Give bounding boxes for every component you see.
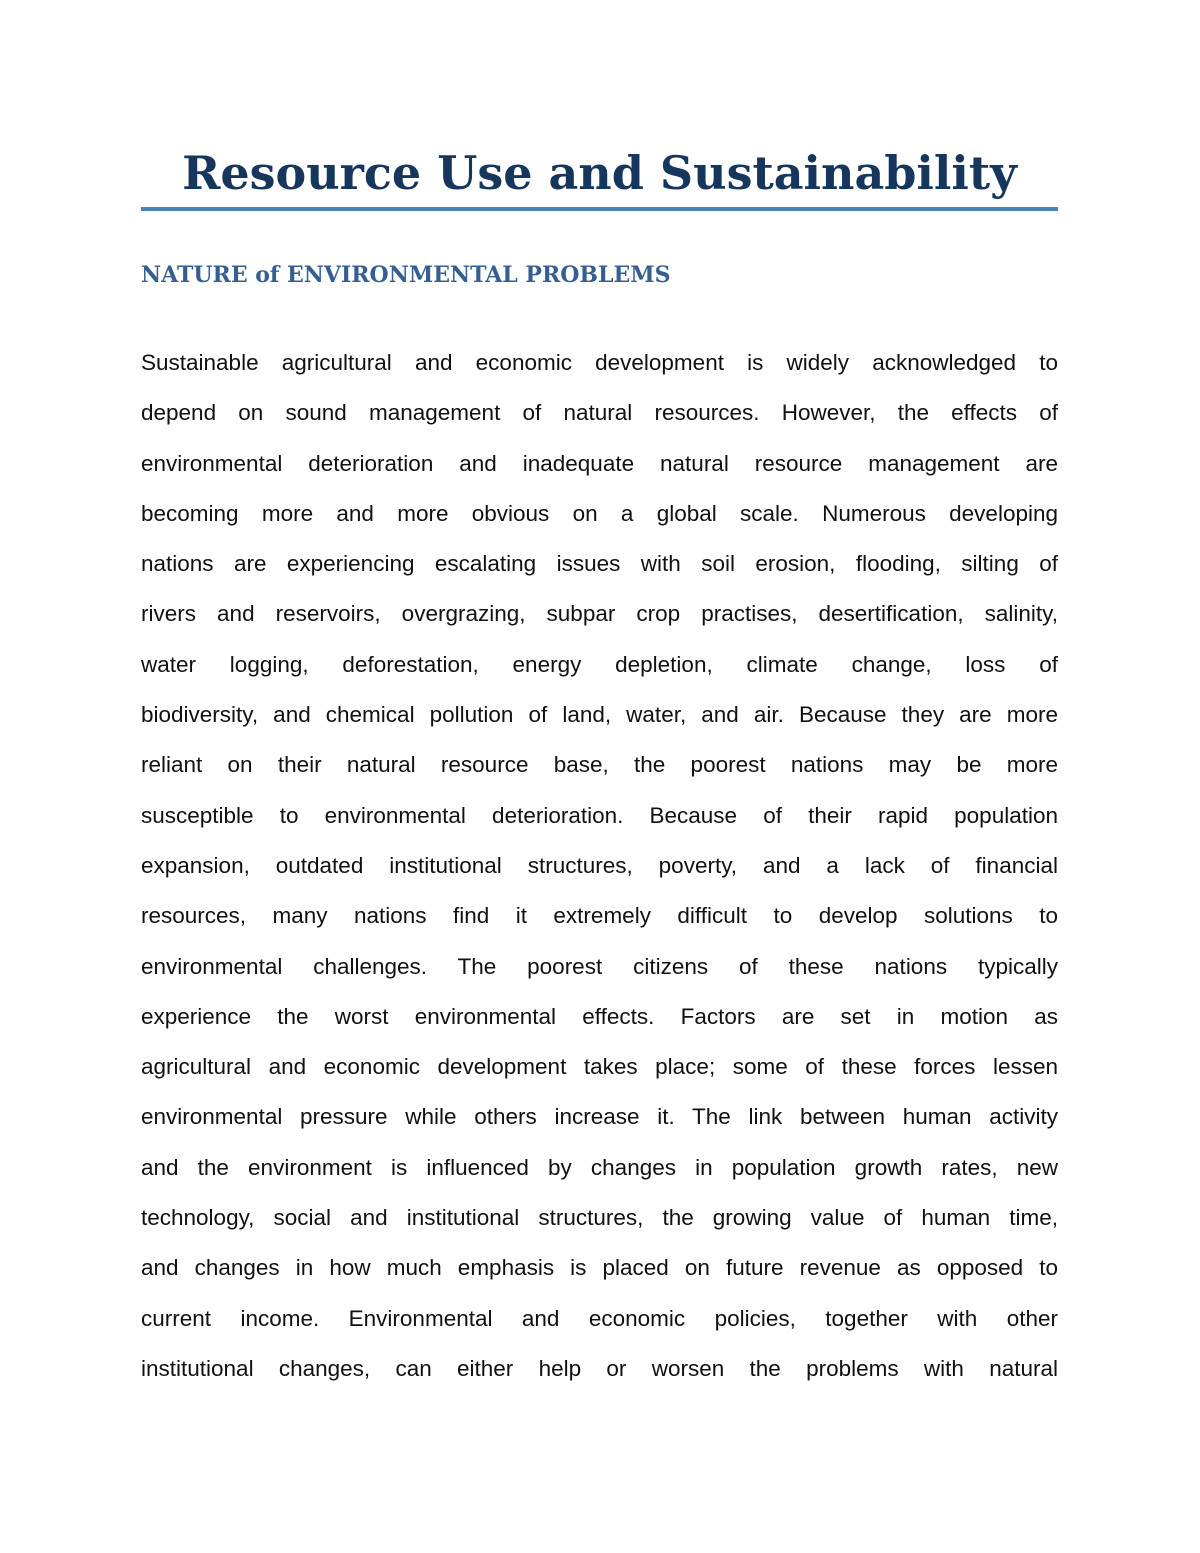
paragraph-line: depend on sound management of natural resources. However, the effects of bbox=[141, 400, 1058, 426]
paragraph-line: expansion, outdated institutional structures, poverty, and a lack of financial bbox=[141, 852, 1058, 878]
paragraph-line: and the environment is influenced by changes in population growth rates, new bbox=[141, 1154, 1058, 1180]
title-underline-rule bbox=[141, 207, 1058, 211]
paragraph-line: susceptible to environmental deterioration. Because of their rapid population bbox=[141, 802, 1058, 828]
paragraph-line: agricultural and economic development takes place; some of these forces lessen bbox=[141, 1054, 1058, 1080]
section-heading: NATURE of ENVIRONMENTAL PROBLEMS bbox=[141, 262, 671, 288]
paragraph-line: environmental challenges. The poorest citizens of these nations typically bbox=[141, 953, 1058, 979]
paragraph-line: nations are experiencing escalating issues with soil erosion, flooding, silting of bbox=[141, 551, 1058, 577]
paragraph-line: institutional changes, can either help or worsen the problems with natural bbox=[141, 1355, 1058, 1381]
paragraph-line: resources, many nations find it extremely difficult to develop solutions to bbox=[141, 903, 1058, 929]
paragraph-line: reliant on their natural resource base, the poorest nations may be more bbox=[141, 752, 1058, 778]
paragraph-line: biodiversity, and chemical pollution of land, water, and air. Because they are more bbox=[141, 702, 1058, 728]
paragraph-line: and changes in how much emphasis is placed on future revenue as opposed to bbox=[141, 1255, 1058, 1281]
paragraph-line: Sustainable agricultural and economic development is widely acknowledged to bbox=[141, 350, 1058, 375]
document-page bbox=[141, 0, 1058, 1553]
paragraph-line: experience the worst environmental effects. Factors are set in motion as bbox=[141, 1003, 1058, 1029]
paragraph-line: water logging, deforestation, energy depletion, climate change, loss of bbox=[141, 651, 1058, 677]
paragraph-line: environmental pressure while others increase it. The link between human activity bbox=[141, 1104, 1058, 1130]
paragraph-line: environmental deterioration and inadequate natural resource management are bbox=[141, 450, 1058, 476]
paragraph-line: rivers and reservoirs, overgrazing, subpar crop practises, desertification, salinity, bbox=[141, 601, 1058, 627]
paragraph-line: current income. Environmental and economic policies, together with other bbox=[141, 1305, 1058, 1331]
paragraph-line: becoming more and more obvious on a global scale. Numerous developing bbox=[141, 500, 1058, 526]
body-paragraph bbox=[141, 338, 1058, 1394]
document-title: Resource Use and Sustainability bbox=[182, 146, 1017, 200]
paragraph-line: technology, social and institutional structures, the growing value of human time, bbox=[141, 1205, 1058, 1231]
